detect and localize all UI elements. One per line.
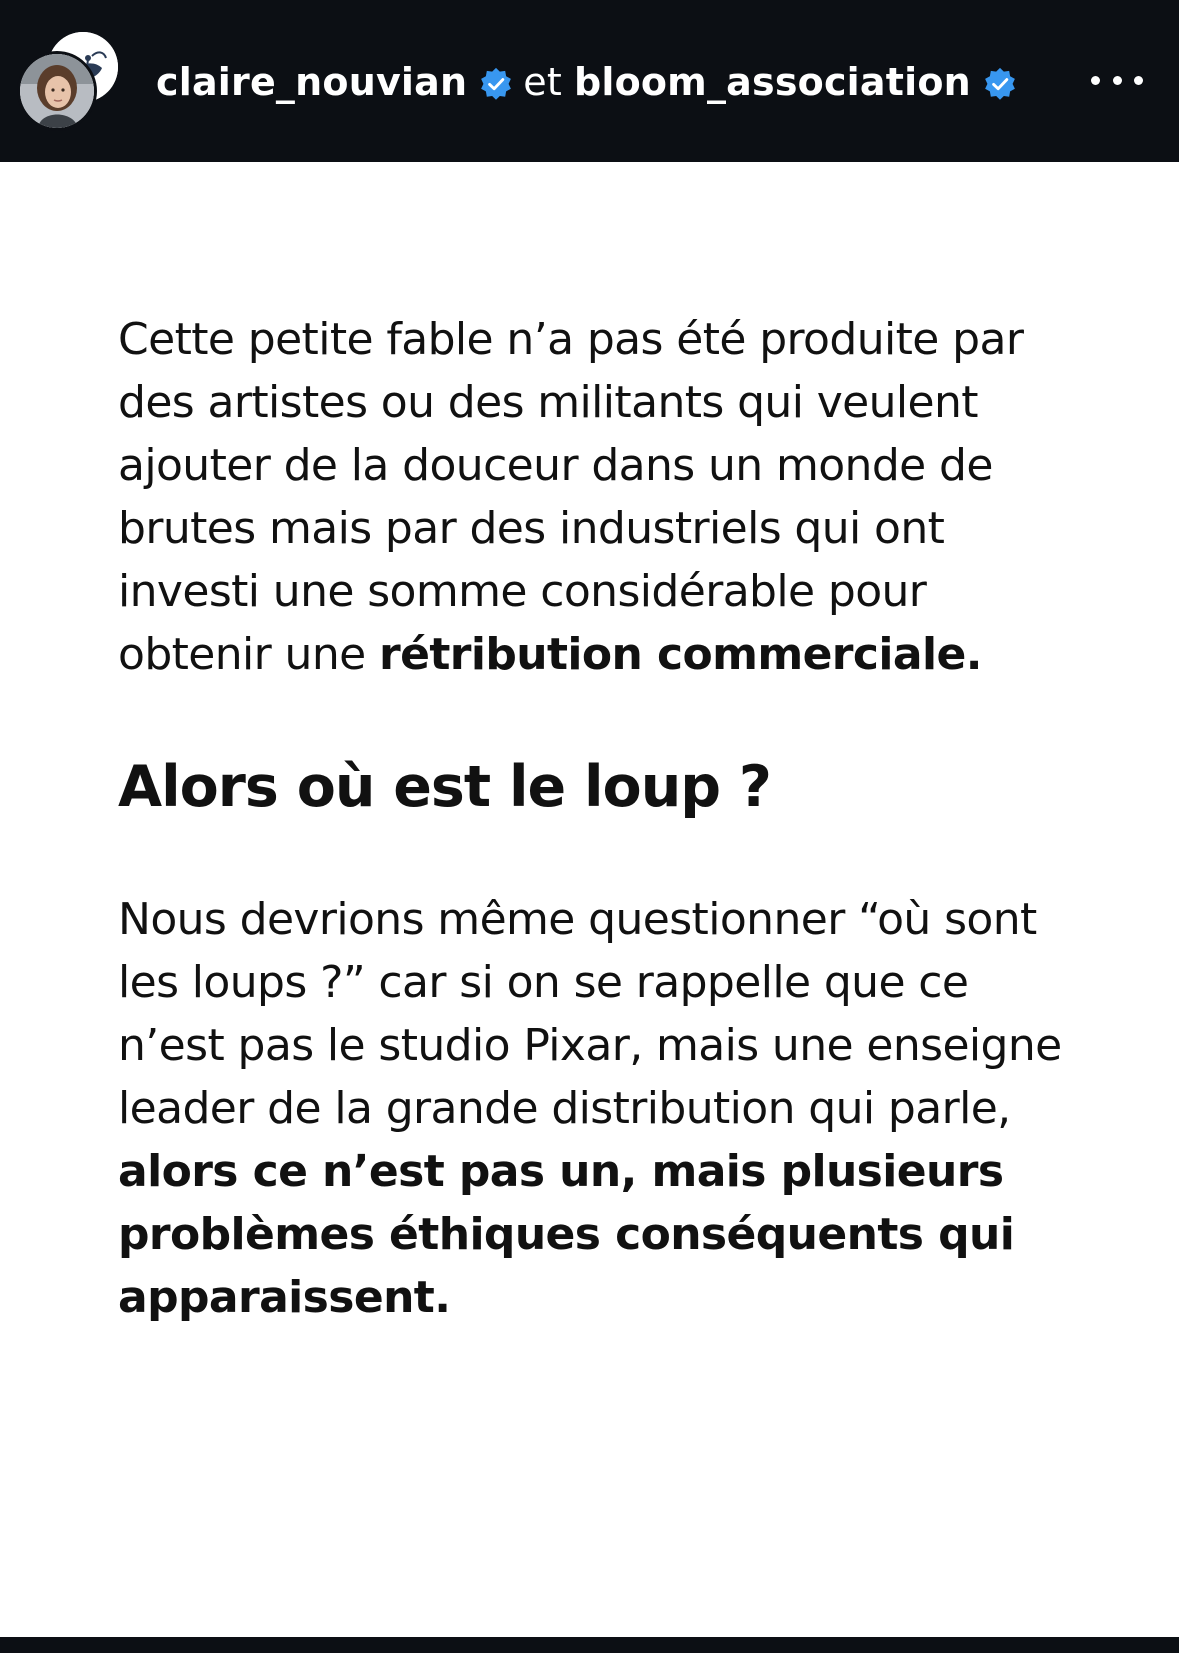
collab-avatars[interactable] xyxy=(20,30,120,130)
paragraph-2 xyxy=(118,888,1078,1329)
paragraph-1 xyxy=(118,308,1078,686)
dot xyxy=(1113,76,1122,85)
bottom-bar xyxy=(0,1637,1179,1653)
verified-badge-icon xyxy=(479,66,513,100)
paragraph-2-bold: alors ce n’est pas un, mais plusieurs problèmes éthiques conséquents qui apparaissent. xyxy=(118,1146,1015,1323)
username-bloom-association[interactable]: bloom_association xyxy=(573,60,971,104)
paragraph-2-text: Nous devrions même questionner “où sont les loups ?” car si on se rappelle que ce n’est pas le studio Pixar, mais une enseigne leader de la grande distribution qui parle, xyxy=(118,894,1062,1134)
collab-usernames xyxy=(156,52,1017,112)
username-claire-nouvian[interactable]: claire_nouvian xyxy=(156,60,468,104)
verified-badge-icon xyxy=(983,66,1017,100)
dot xyxy=(1091,76,1100,85)
paragraph-1-bold: rétribution commerciale. xyxy=(379,629,982,680)
post-slide-text xyxy=(118,308,1078,1329)
portrait-icon xyxy=(20,54,94,128)
section-heading: Alors où est le loup ? xyxy=(118,754,771,820)
more-horizontal-icon[interactable] xyxy=(1091,56,1143,104)
dot xyxy=(1134,76,1143,85)
paragraph-1-text: Cette petite fable n’a pas été produite par des artistes ou des militants qui veulent ajouter de la douceur dans un monde de brutes mais par des industriels qui ont investi une somme considérable pour obtenir une xyxy=(118,314,1024,680)
avatar-claire-nouvian[interactable] xyxy=(20,54,94,128)
post-header xyxy=(0,0,1179,162)
collab-separator: et xyxy=(523,60,562,104)
